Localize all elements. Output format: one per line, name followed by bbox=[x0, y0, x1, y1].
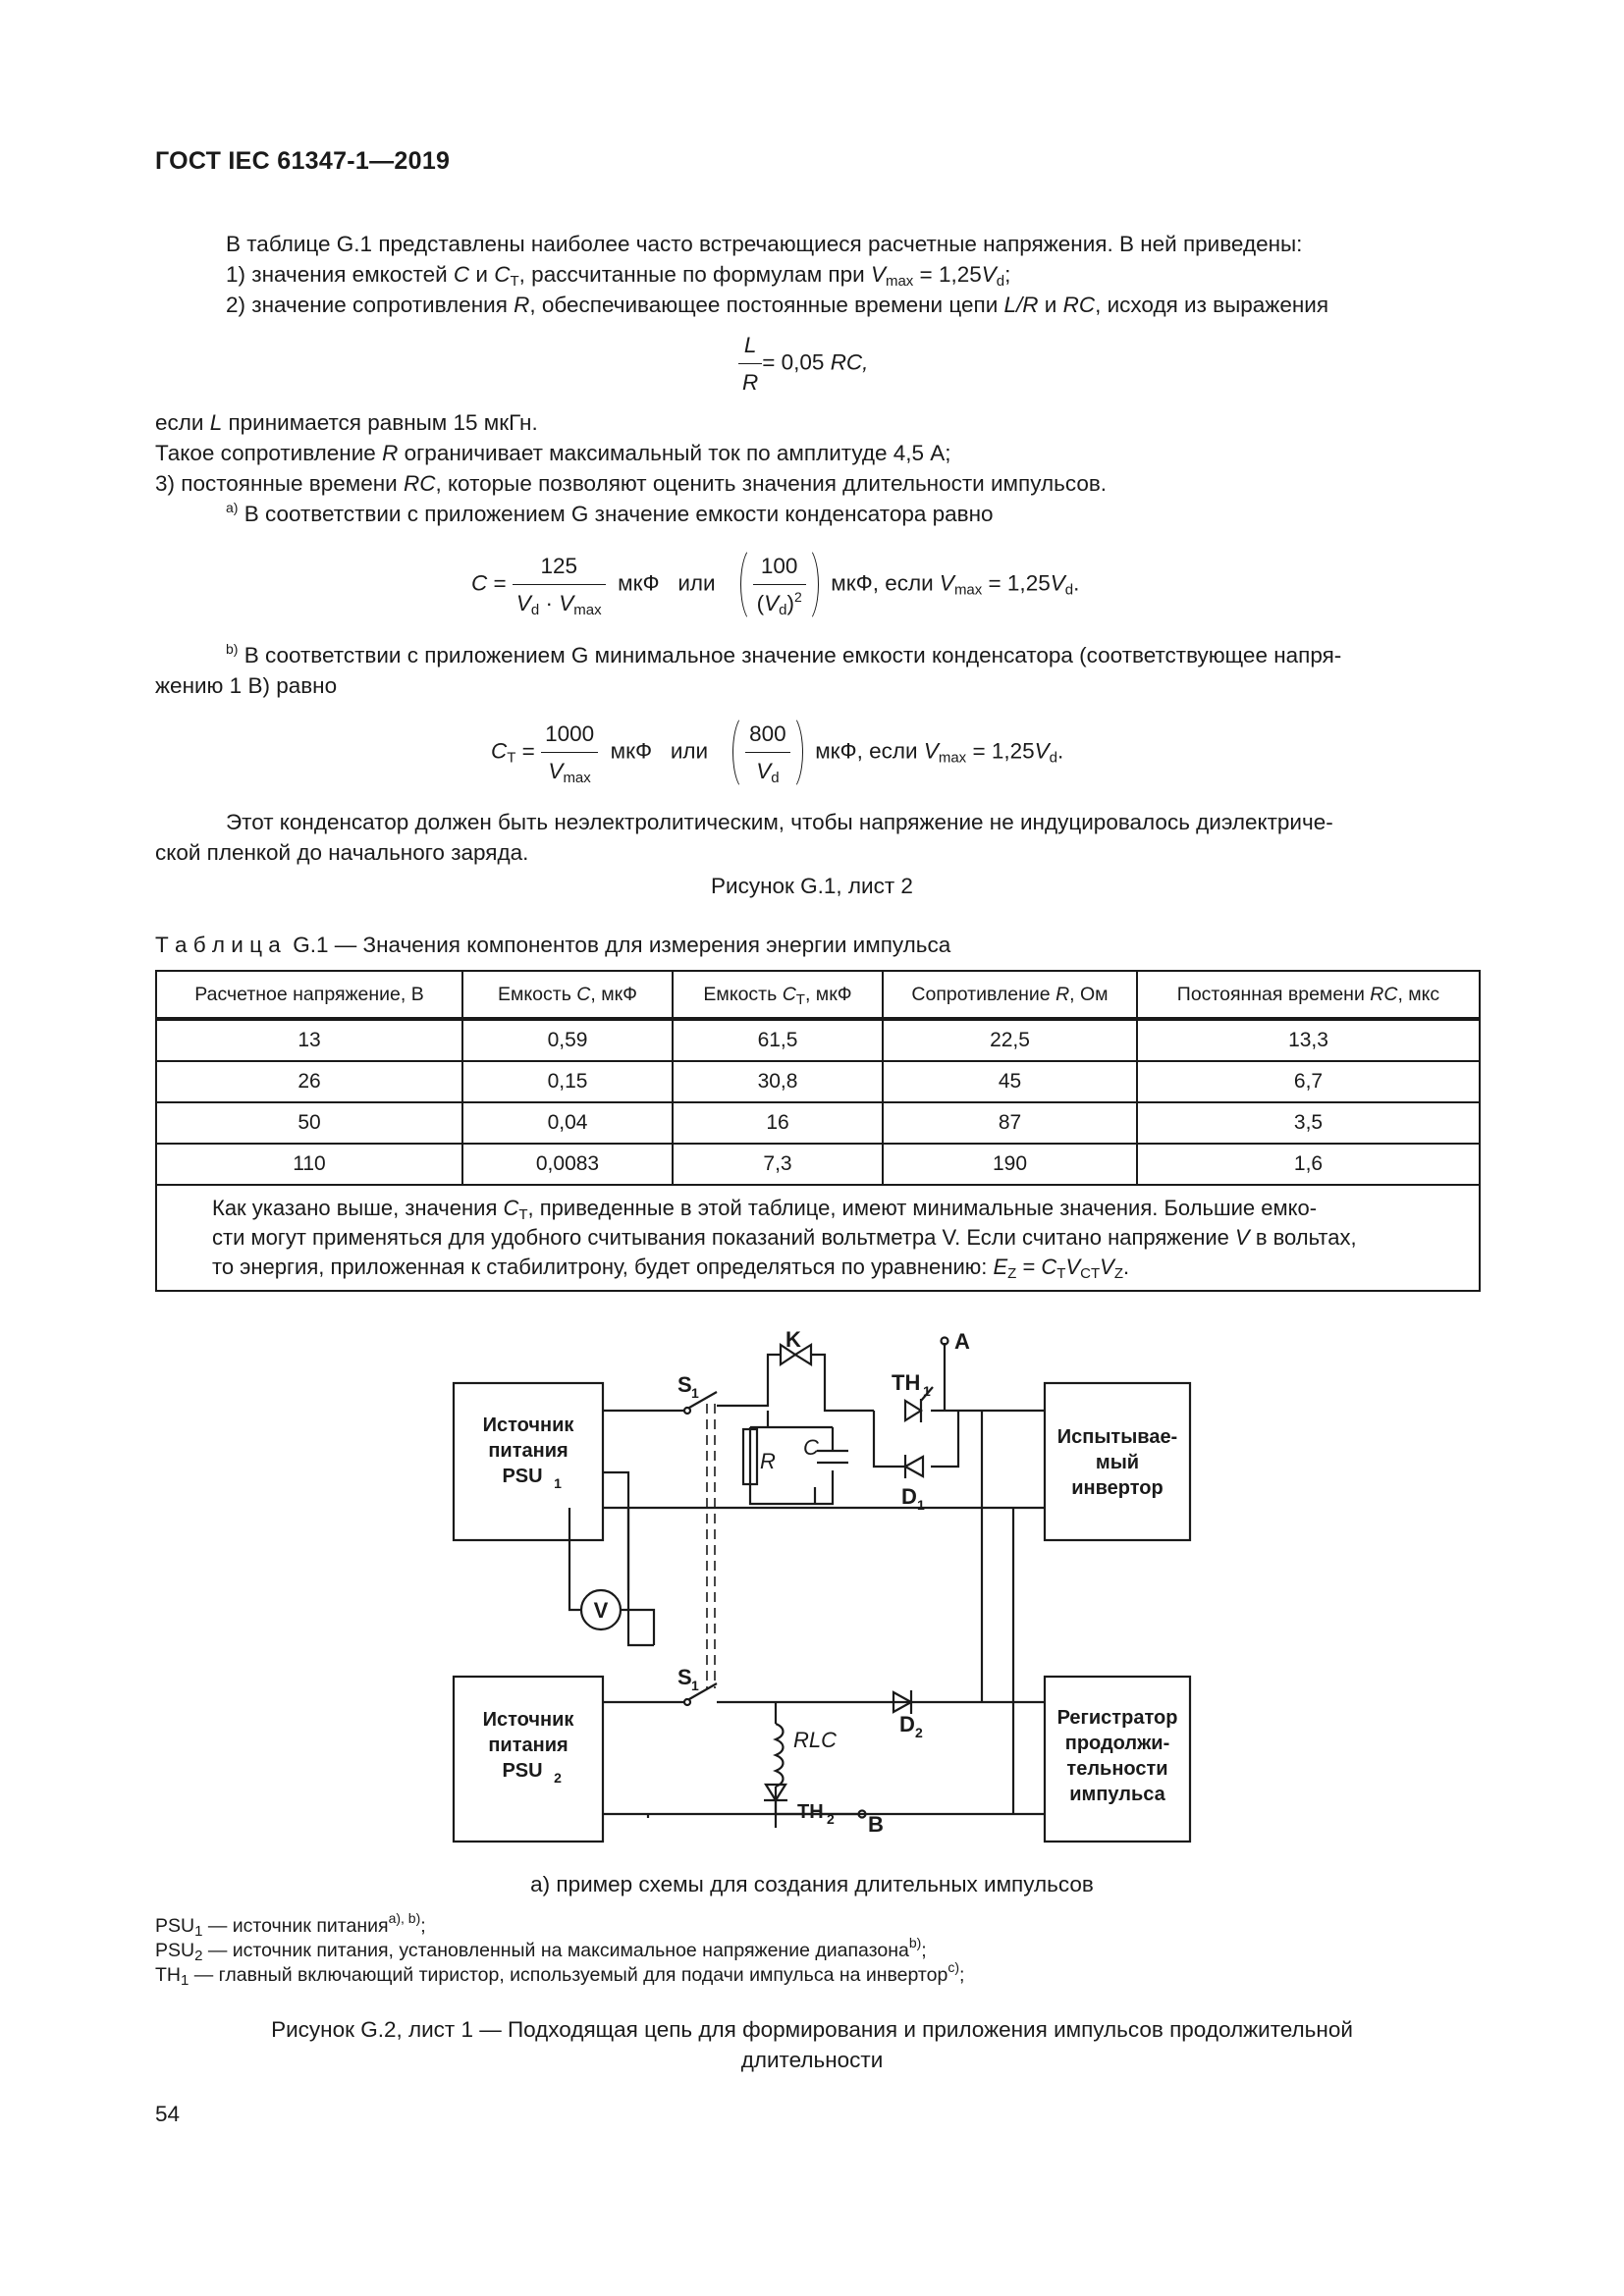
table-cell: 61,5 bbox=[673, 1019, 883, 1061]
inverter-label-line1: Испытывае- bbox=[1056, 1426, 1178, 1448]
psu2-subscript: 2 bbox=[554, 1770, 562, 1786]
psu2-label-line1: Источник bbox=[482, 1709, 574, 1731]
diode-d1 bbox=[905, 1455, 923, 1478]
wire bbox=[569, 1508, 654, 1645]
legend-th1: $TH_1$ — главный включающий тиристор, используемый для подачи импульса на инвертор$^{c)}$; bbox=[155, 1959, 965, 1989]
label-s1-top: S bbox=[677, 1372, 692, 1397]
table-cell: 6,7 bbox=[1137, 1061, 1480, 1102]
terminal-a bbox=[942, 1338, 948, 1345]
header-capacitance-c: Емкость C, мкФ bbox=[462, 971, 673, 1019]
label-k: K bbox=[785, 1327, 801, 1352]
components-table bbox=[155, 970, 1481, 1292]
wire bbox=[603, 1472, 1045, 1645]
list-item-1: 1) значения емкостей C и $C_T$, рассчитанные по формулам при $V_{max} = 1,25V_d$; bbox=[226, 262, 1011, 290]
label-s1-bottom-sub: 1 bbox=[691, 1678, 699, 1693]
document-header: ГОСТ IEC 61347-1—2019 bbox=[155, 147, 451, 175]
wire bbox=[603, 1814, 1045, 1818]
switch-contact bbox=[684, 1408, 690, 1414]
psu1-label-line1: Источник bbox=[482, 1415, 574, 1436]
recorder-label-line4: импульса bbox=[1069, 1784, 1165, 1805]
inductor-rlc bbox=[776, 1724, 784, 1787]
intro-paragraph: В таблице G.1 представлены наиболее часто встречающиеся расчетные напряжения. В ней приведены: bbox=[226, 232, 1303, 256]
label-th2-sub: 2 bbox=[827, 1811, 835, 1827]
table-cell: 16 bbox=[673, 1102, 883, 1144]
formula-l-over-r: $\frac{L}{R}$ = 0,05 RC, bbox=[738, 330, 868, 398]
fraction-125: $\frac{125}{V_d \cdot V_{max}}$ bbox=[513, 551, 606, 618]
list-item-3: 3) постоянные времени RC, которые позволяют оценить значения длительности импульсов. bbox=[155, 471, 1108, 496]
table-title: Т а б л и ц а G.1 — Значения компонентов для измерения энергии импульса bbox=[155, 933, 951, 957]
recorder-label-line3: тельности bbox=[1066, 1758, 1168, 1780]
psu1-label-line2: питания bbox=[488, 1440, 568, 1462]
resistance-limit-line: Такое сопротивление R ограничивает максимальный ток по амплитуде 4,5 А; bbox=[155, 441, 951, 465]
table-cell: 30,8 bbox=[673, 1061, 883, 1102]
table-row bbox=[156, 1144, 1480, 1185]
table-cell: 22,5 bbox=[883, 1019, 1137, 1061]
capacitor-note-line2: ской пленкой до начального заряда. bbox=[155, 840, 529, 865]
psu1-subscript: 1 bbox=[554, 1475, 562, 1491]
inverter-label-line3: инвертор bbox=[1071, 1477, 1164, 1499]
psu2-label-line3: PSU bbox=[502, 1760, 543, 1782]
table-cell: 1,6 bbox=[1137, 1144, 1480, 1185]
table-header-row bbox=[156, 971, 1480, 1019]
table-cell: 0,15 bbox=[462, 1061, 673, 1102]
inverter-label-line2: мый bbox=[1095, 1452, 1140, 1473]
table-cell: 87 bbox=[883, 1102, 1137, 1144]
table-row bbox=[156, 1019, 1480, 1061]
header-capacitance-ct: Емкость $C_T$, мкФ bbox=[673, 971, 883, 1019]
table-row bbox=[156, 1102, 1480, 1144]
label-s1-bottom: S bbox=[677, 1665, 692, 1689]
label-a: A bbox=[954, 1329, 970, 1354]
psu2-box bbox=[454, 1677, 603, 1842]
label-b: B bbox=[868, 1812, 884, 1837]
circuit-diagram bbox=[0, 1315, 1624, 1865]
paren-group-800: $\frac{800}{V_d}$ bbox=[732, 714, 803, 791]
label-r: R bbox=[760, 1449, 776, 1473]
table-cell: 3,5 bbox=[1137, 1102, 1480, 1144]
switch-s1-lower bbox=[689, 1683, 1045, 1702]
header-resistance: Сопротивление R, Ом bbox=[883, 971, 1137, 1019]
table-cell: 0,04 bbox=[462, 1102, 673, 1144]
table-cell: 190 bbox=[883, 1144, 1137, 1185]
psu1-box bbox=[454, 1383, 603, 1540]
table-cell: 13,3 bbox=[1137, 1019, 1480, 1061]
figure-g2-caption-line2: длительности bbox=[740, 2048, 884, 2072]
table-cell: 13 bbox=[156, 1019, 462, 1061]
psu2-label-line2: питания bbox=[488, 1735, 568, 1756]
table-row bbox=[156, 1061, 1480, 1102]
formula-c: C = $\frac{125}{V_d \cdot V_{max}}$ мкФ или $\frac{100}{(V_d)^2}$ мкФ, если $V_{max} = 1,25V_d$. bbox=[471, 546, 1079, 623]
psu1-label-line3: PSU bbox=[502, 1466, 543, 1487]
fraction-l-r: $\frac{L}{R}$ bbox=[738, 330, 762, 398]
legend-psu2: $PSU_2$ — источник питания, установленный на максимальное напряжение диапазона$^{b)}$; bbox=[155, 1935, 927, 1964]
list-item-2: 2) значение сопротивления R, обеспечивающее постоянные времени цепи L/R и RC, исходя из выражения bbox=[226, 293, 1329, 317]
label-th1-sub: 1 bbox=[923, 1383, 931, 1399]
recorder-label-line2: продолжи- bbox=[1064, 1733, 1170, 1754]
page-number: 54 bbox=[155, 2102, 181, 2126]
wire bbox=[874, 1411, 958, 1467]
label-d1-sub: 1 bbox=[917, 1497, 925, 1513]
table-cell: 0,0083 bbox=[462, 1144, 673, 1185]
table-cell: 50 bbox=[156, 1102, 462, 1144]
label-rlc: RLC bbox=[793, 1728, 838, 1752]
label-d2-sub: 2 bbox=[915, 1725, 923, 1740]
table-cell: 45 bbox=[883, 1061, 1137, 1102]
if-l-line: если L принимается равным 15 мкГн. bbox=[155, 410, 538, 435]
label-th1: TH bbox=[892, 1370, 921, 1395]
table-cell: 0,59 bbox=[462, 1019, 673, 1061]
legend-psu1: $PSU_1$ — источник питания$^{a), b)}$; bbox=[155, 1910, 426, 1940]
note-b-text-line1: $^{b)}$ В соответствии с приложением G минимальное значение емкости конденсатора (соответствующее напря- bbox=[226, 641, 1342, 667]
figure-g1-caption: Рисунок G.1, лист 2 bbox=[711, 874, 913, 898]
table-cell: 26 bbox=[156, 1061, 462, 1102]
header-voltage: Расчетное напряжение, В bbox=[156, 971, 462, 1019]
paren-group-100: $\frac{100}{(V_d)^2}$ bbox=[740, 546, 819, 623]
fraction-1000: $\frac{1000}{V_{max}}$ bbox=[541, 719, 598, 786]
table-note: Как указано выше, значения $C_T$, приведенные в этой таблице, имеют минимальные значения. Большие емко- сти могут применяться для удобного считывания показаний вольтметра V. Если считано напряжение V в вольтах, то энергия, приложенная к стабилитрону, будет определяться по уравнению: $E_Z = C_TV_{CT}V_Z$. bbox=[156, 1185, 1480, 1291]
table-cell: 7,3 bbox=[673, 1144, 883, 1185]
switch-link bbox=[707, 1404, 715, 1688]
wire bbox=[982, 1411, 1013, 1814]
figure-g2-caption-line1: Рисунок G.2, лист 1 — Подходящая цепь для формирования и приложения импульсов продолжительной bbox=[271, 2017, 1353, 2042]
capacitor-note-line1: Этот конденсатор должен быть неэлектролитическим, чтобы напряжение не индуцировалось диэлектриче- bbox=[226, 810, 1333, 834]
table-cell: 110 bbox=[156, 1144, 462, 1185]
note-a-text: $^{a)}$ В соответствии с приложением G значение емкости конденсатора равно bbox=[226, 500, 994, 526]
capacitor-c bbox=[817, 1451, 848, 1463]
label-v: V bbox=[593, 1598, 609, 1623]
header-time-constant: Постоянная времени RC, мкс bbox=[1137, 971, 1480, 1019]
label-d2: D bbox=[899, 1712, 915, 1736]
label-d1: D bbox=[901, 1484, 917, 1509]
note-b-text-line2: жению 1 В) равно bbox=[155, 673, 338, 698]
label-th2: TH bbox=[797, 1801, 824, 1823]
circuit-caption: а) пример схемы для создания длительных импульсов bbox=[530, 1872, 1094, 1896]
formula-ct: $C_T$ = $\frac{1000}{V_{max}}$ мкФ или $\frac{800}{V_d}$ мкФ, если $V_{max} = 1,25V_d$. bbox=[491, 714, 1063, 791]
label-s1-top-sub: 1 bbox=[691, 1385, 699, 1401]
table-note-row bbox=[156, 1185, 1480, 1291]
recorder-label-line1: Регистратор bbox=[1056, 1707, 1178, 1729]
wire bbox=[717, 1355, 781, 1406]
label-c: C bbox=[803, 1435, 819, 1460]
